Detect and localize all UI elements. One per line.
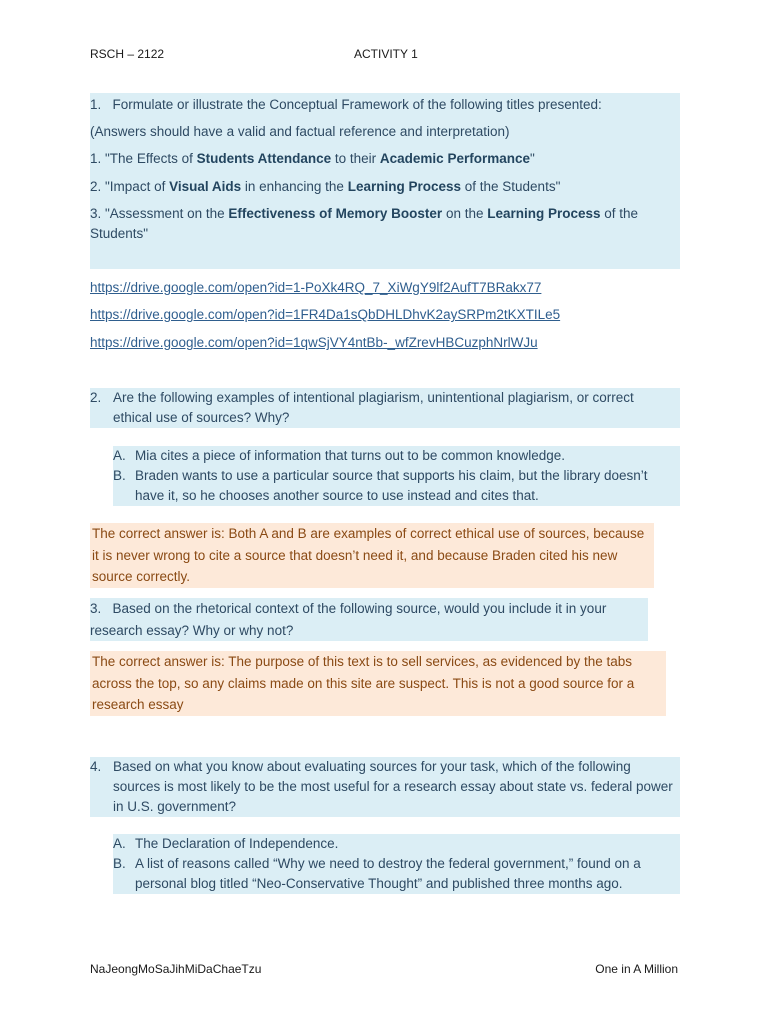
reference-link-2[interactable]: https://drive.google.com/open?id=1FR4Da1sQbDHLDhvK2aySRPm2tKXTILe5	[90, 307, 561, 322]
title-item-3-continued: Students"	[90, 226, 149, 241]
question-1-text: Formulate or illustrate the Conceptual Framework of the following titles presented:	[112, 97, 602, 112]
reference-link-3[interactable]: https://drive.google.com/open?id=1qwSjVY4ntBb-_wfZrevHBCuzphNrlWJu	[90, 335, 538, 350]
question-3-number: 3.	[90, 601, 102, 616]
footer-right-text: One in A Million	[595, 962, 678, 976]
header-activity-title: ACTIVITY 1	[354, 47, 418, 61]
title-item-3: 3. "Assessment on the Effectiveness of Memory Booster on the Learning Process of the	[90, 206, 639, 221]
title-item-1: 1. "The Effects of Students Attendance to their Academic Performance"	[90, 151, 535, 166]
header-course-code: RSCH – 2122	[90, 47, 165, 61]
question-3-text: Based on the rhetorical context of the following source, would you include it in your research essay? Why or why not?	[90, 601, 607, 638]
question-1-title	[90, 95, 602, 115]
question-4	[90, 757, 680, 817]
question-4-number: 4.	[90, 759, 102, 774]
question-1-number: 1.	[90, 97, 102, 112]
question-3	[90, 598, 648, 641]
question-1-note: (Answers should have a valid and factual reference and interpretation)	[90, 124, 510, 139]
question-2	[90, 388, 680, 428]
question-4-options	[113, 834, 680, 894]
question-2-answer: The correct answer is: Both A and B are examples of correct ethical use of sources, because it is never wrong to cite a source that doesn’t need it, and because Braden cited his new source correctly.	[90, 523, 654, 588]
question-4-text: Based on what you know about evaluating sources for your task, which of the following sources is most likely to be the most useful for a research essay about state vs. federal power in U.S. government?	[113, 759, 673, 814]
question-2-number: 2.	[90, 390, 102, 405]
footer-left-text: NaJeongMoSaJihMiDaChaeTzu	[90, 962, 262, 976]
question-2-option-a: A. Mia cites a piece of information that turns out to be common knowledge.	[113, 448, 565, 463]
question-3-answer: The correct answer is: The purpose of this text is to sell services, as evidenced by the tabs across the top, so any claims made on this site are suspect. This is not a good source for a research essay	[90, 651, 666, 716]
question-2-option-b: B. Braden wants to use a particular source that supports his claim, but the library doesn’t have it, so he chooses another source to use instead and cites that.	[113, 468, 648, 503]
question-4-option-b: B. A list of reasons called “Why we need to destroy the federal government,” found on a personal blog titled “Neo-Conservative Thought” and published three months ago.	[113, 856, 641, 891]
title-item-2: 2. "Impact of Visual Aids in enhancing the Learning Process of the Students"	[90, 179, 561, 194]
question-4-option-a: A. The Declaration of Independence.	[113, 836, 339, 851]
question-2-text: Are the following examples of intentional plagiarism, unintentional plagiarism, or correct ethical use of sources? Why?	[113, 390, 634, 425]
question-1-block	[90, 93, 680, 269]
question-2-options	[113, 446, 680, 506]
reference-link-1[interactable]: https://drive.google.com/open?id=1-PoXk4RQ_7_XiWgY9lf2AufT7BRakx77	[90, 280, 542, 295]
